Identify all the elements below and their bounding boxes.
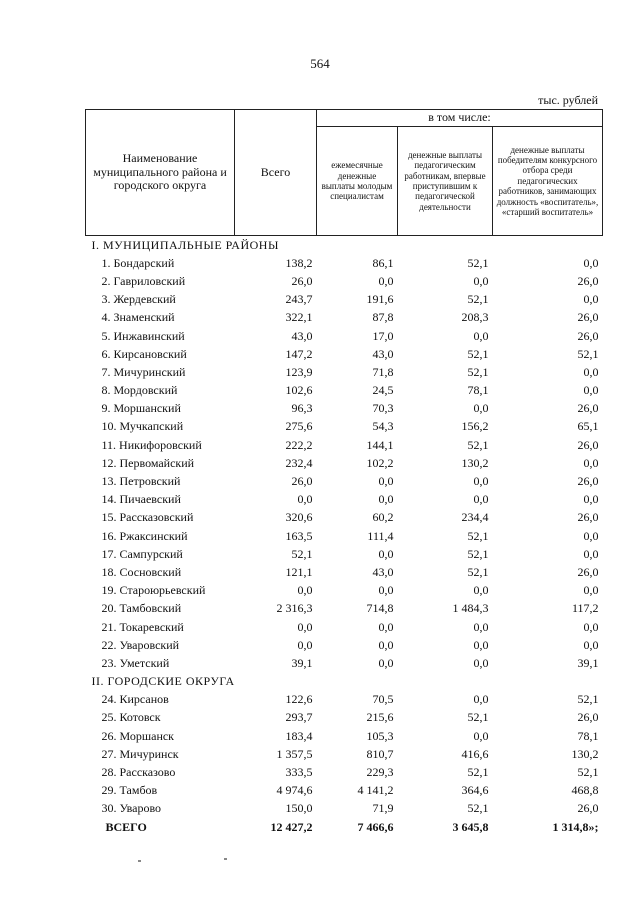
row-new-teacher-cell: 78,1 <box>467 383 489 398</box>
row-new-teacher-cell: 416,6 <box>461 746 489 761</box>
row-name-cell: 16. Ржаксинский <box>101 528 188 543</box>
table-row <box>86 254 603 272</box>
row-monthly-cell: 71,8 <box>372 364 394 379</box>
table-row <box>86 800 603 818</box>
row-monthly-cell: 0,0 <box>378 583 394 598</box>
row-total-cell: 0,0 <box>297 583 313 598</box>
row-name-cell: 19. Староюрьевский <box>101 583 206 598</box>
row-monthly-cell: 4 141,2 <box>357 783 394 798</box>
header-monthly-payments: ежемесячные денежные выплаты молодым специалистам <box>317 127 398 236</box>
row-total-cell: 0,0 <box>297 637 313 652</box>
row-new-teacher-cell: 0,0 <box>473 637 489 652</box>
row-new-teacher-cell: 0,0 <box>473 692 489 707</box>
table-row <box>86 618 603 636</box>
row-total-cell: 26,0 <box>291 273 313 288</box>
table-row <box>86 400 603 418</box>
table-row <box>86 709 603 727</box>
row-new-teacher-cell: 130,2 <box>461 455 489 470</box>
header-including: в том числе: <box>317 110 603 127</box>
row-monthly-cell: 70,5 <box>372 692 394 707</box>
row-name-cell: 7. Мичуринский <box>101 364 186 379</box>
row-new-teacher-cell: 0,0 <box>473 728 489 743</box>
row-contest-cell: 26,0 <box>577 710 599 725</box>
row-monthly-cell: 43,0 <box>372 564 394 579</box>
row-monthly-cell: 0,0 <box>378 637 394 652</box>
row-total-cell: 4 974,6 <box>276 783 313 798</box>
row-monthly-cell: 810,7 <box>366 746 394 761</box>
row-contest-cell: 0,0 <box>583 637 599 652</box>
row-new-teacher-cell: 52,1 <box>467 528 489 543</box>
row-name-cell: 6. Кирсановский <box>101 346 187 361</box>
row-name-cell: 11. Никифоровский <box>101 437 202 452</box>
row-monthly-cell: 24,5 <box>372 383 394 398</box>
table-row <box>86 636 603 654</box>
row-monthly-cell: 0,0 <box>378 474 394 489</box>
row-total-cell: 138,2 <box>285 255 313 270</box>
row-name-cell: 17. Сампурский <box>101 546 183 561</box>
row-new-teacher-cell: 0,0 <box>473 328 489 343</box>
row-new-teacher-cell: 52,1 <box>467 292 489 307</box>
row-monthly-cell: 7 466,6 <box>357 819 394 834</box>
row-contest-cell: 26,0 <box>577 510 599 525</box>
row-contest-cell: 130,2 <box>571 746 599 761</box>
row-contest-cell: 0,0 <box>583 583 599 598</box>
row-contest-cell: 65,1 <box>577 419 599 434</box>
row-monthly-cell: 229,3 <box>366 765 394 780</box>
row-total-cell: 183,4 <box>285 728 313 743</box>
row-name-cell: 2. Гавриловский <box>101 273 186 288</box>
row-name-cell: 3. Жердевский <box>101 292 176 307</box>
scan-speck <box>138 860 141 862</box>
table-row <box>86 545 603 563</box>
table-row <box>86 363 603 381</box>
row-monthly-cell: 60,2 <box>372 510 394 525</box>
row-new-teacher-cell: 52,1 <box>467 710 489 725</box>
table-row <box>86 454 603 472</box>
table-row <box>86 418 603 436</box>
row-total-cell: 121,1 <box>285 564 313 579</box>
row-total-cell: 243,7 <box>285 292 313 307</box>
row-new-teacher-cell: 52,1 <box>467 546 489 561</box>
row-total-cell: 147,2 <box>285 346 313 361</box>
row-contest-cell: 0,0 <box>583 619 599 634</box>
row-name-cell: 18. Сосновский <box>101 564 182 579</box>
row-total-cell: 102,6 <box>285 383 313 398</box>
row-new-teacher-cell: 3 645,8 <box>452 819 489 834</box>
table-row <box>86 527 603 545</box>
row-name-cell: 13. Петровский <box>101 474 181 489</box>
row-monthly-cell: 0,0 <box>378 546 394 561</box>
row-new-teacher-cell: 156,2 <box>461 419 489 434</box>
row-total-cell: 333,5 <box>285 765 313 780</box>
row-contest-cell: 117,2 <box>571 601 599 616</box>
row-new-teacher-cell: 52,1 <box>467 346 489 361</box>
payments-table <box>85 109 603 836</box>
header-contest-winner-payments: денежные выплаты победителям конкурсного отбора среди педагогических работников, занимающих должность «воспитатель», «старший воспитатель» <box>493 127 603 236</box>
row-total-cell: 96,3 <box>291 401 313 416</box>
row-total-cell: 320,6 <box>285 510 313 525</box>
row-new-teacher-cell: 0,0 <box>473 655 489 670</box>
row-contest-cell: 52,1 <box>577 765 599 780</box>
row-name-cell: 29. Тамбов <box>101 783 158 798</box>
row-total-cell: 43,0 <box>291 328 313 343</box>
row-name-cell: 4. Знаменский <box>101 310 175 325</box>
row-total-cell: 163,5 <box>285 528 313 543</box>
table-row <box>86 491 603 509</box>
row-total-cell: 0,0 <box>297 492 313 507</box>
row-monthly-cell: 17,0 <box>372 328 394 343</box>
row-contest-cell: 39,1 <box>577 655 599 670</box>
table-row <box>86 345 603 363</box>
row-contest-cell: 0,0 <box>583 292 599 307</box>
row-contest-cell: 0,0 <box>583 255 599 270</box>
row-monthly-cell: 105,3 <box>366 728 394 743</box>
row-new-teacher-cell: 52,1 <box>467 564 489 579</box>
header-new-teacher-payments: денежные выплаты педагогическим работникам, впервые приступившим к педагогической деятельности <box>398 127 493 236</box>
table-row <box>86 272 603 290</box>
row-monthly-cell: 0,0 <box>378 492 394 507</box>
row-new-teacher-cell: 364,6 <box>461 783 489 798</box>
table-row <box>86 291 603 309</box>
row-total-cell: 293,7 <box>285 710 313 725</box>
row-new-teacher-cell: 0,0 <box>473 474 489 489</box>
row-name-cell: 5. Инжавинский <box>101 328 185 343</box>
row-new-teacher-cell: 234,4 <box>461 510 489 525</box>
page-number: 564 <box>310 56 330 71</box>
row-name-cell: 9. Моршанский <box>101 401 181 416</box>
table-row <box>86 745 603 763</box>
row-contest-cell: 78,1 <box>577 728 599 743</box>
row-contest-cell: 0,0 <box>583 455 599 470</box>
row-contest-cell: 0,0 <box>583 383 599 398</box>
row-contest-cell: 0,0 <box>583 364 599 379</box>
row-monthly-cell: 70,3 <box>372 401 394 416</box>
units-label: тыс. рублей <box>538 93 598 107</box>
row-new-teacher-cell: 52,1 <box>467 765 489 780</box>
row-new-teacher-cell: 52,1 <box>467 255 489 270</box>
row-new-teacher-cell: 0,0 <box>473 583 489 598</box>
row-contest-cell: 26,0 <box>577 328 599 343</box>
row-name-cell: 23. Уметский <box>101 655 170 670</box>
row-new-teacher-cell: 0,0 <box>473 273 489 288</box>
table-row <box>86 763 603 781</box>
header-total: Всего <box>235 110 317 236</box>
row-new-teacher-cell: 52,1 <box>467 364 489 379</box>
row-contest-cell: 26,0 <box>577 801 599 816</box>
row-name-cell: 25. Котовск <box>101 710 161 725</box>
row-name-cell: ВСЕГО <box>105 819 147 834</box>
row-name-cell: 10. Мучкапский <box>101 419 184 434</box>
row-contest-cell: 26,0 <box>577 474 599 489</box>
row-name-cell: 1. Бондарский <box>101 255 175 270</box>
row-total-cell: 232,4 <box>285 455 313 470</box>
row-name-cell: 20. Тамбовский <box>101 601 182 616</box>
row-monthly-cell: 111,4 <box>367 528 394 543</box>
row-total-cell: 1 357,5 <box>276 746 313 761</box>
section-heading: І. МУНИЦИПАЛЬНЫЕ РАЙОНЫ <box>91 237 279 252</box>
row-name-cell: 12. Первомайский <box>101 455 195 470</box>
table-header <box>86 110 603 236</box>
row-contest-cell: 52,1 <box>577 692 599 707</box>
row-name-cell: 27. Мичуринск <box>101 746 179 761</box>
row-monthly-cell: 714,8 <box>366 601 394 616</box>
row-name-cell: 26. Моршанск <box>101 728 175 743</box>
table-row <box>86 727 603 745</box>
row-contest-cell: 26,0 <box>577 401 599 416</box>
row-name-cell: 21. Токаревский <box>101 619 184 634</box>
row-total-cell: 2 316,3 <box>276 601 313 616</box>
row-name-cell: 30. Уварово <box>101 801 162 816</box>
row-total-cell: 26,0 <box>291 474 313 489</box>
row-new-teacher-cell: 208,3 <box>461 310 489 325</box>
row-contest-cell: 0,0 <box>583 546 599 561</box>
table-row <box>86 654 603 672</box>
table-body <box>86 236 603 837</box>
table-row <box>86 509 603 527</box>
row-name-cell: 8. Мордовский <box>101 383 178 398</box>
row-total-cell: 52,1 <box>291 546 313 561</box>
row-monthly-cell: 191,6 <box>366 292 394 307</box>
row-contest-cell: 0,0 <box>583 528 599 543</box>
row-name-cell: 24. Кирсанов <box>101 692 169 707</box>
scan-speck <box>224 858 227 860</box>
row-monthly-cell: 102,2 <box>366 455 394 470</box>
section-heading: II. ГОРОДСКИЕ ОКРУГА <box>91 674 235 689</box>
row-new-teacher-cell: 0,0 <box>473 619 489 634</box>
row-total-cell: 12 427,2 <box>270 819 313 834</box>
row-contest-cell: 26,0 <box>577 437 599 452</box>
row-name-cell: 14. Пичаевский <box>101 492 181 507</box>
row-new-teacher-cell: 52,1 <box>467 437 489 452</box>
row-new-teacher-cell: 1 484,3 <box>452 601 489 616</box>
table-row <box>86 782 603 800</box>
row-contest-cell: 26,0 <box>577 310 599 325</box>
table-row <box>86 691 603 709</box>
row-total-cell: 123,9 <box>285 364 313 379</box>
row-contest-cell: 26,0 <box>577 564 599 579</box>
row-total-cell: 39,1 <box>291 655 313 670</box>
row-total-cell: 150,0 <box>285 801 313 816</box>
total-row <box>86 818 603 836</box>
row-contest-cell: 1 314,8»; <box>552 819 599 834</box>
table-row <box>86 382 603 400</box>
row-monthly-cell: 0,0 <box>378 655 394 670</box>
row-monthly-cell: 43,0 <box>372 346 394 361</box>
table-row <box>86 600 603 618</box>
row-name-cell: 28. Рассказово <box>101 765 176 780</box>
row-new-teacher-cell: 0,0 <box>473 401 489 416</box>
row-name-cell: 15. Рассказовский <box>101 510 194 525</box>
row-monthly-cell: 144,1 <box>366 437 394 452</box>
row-total-cell: 122,6 <box>285 692 313 707</box>
table-row <box>86 309 603 327</box>
table-row <box>86 582 603 600</box>
row-contest-cell: 468,8 <box>571 783 599 798</box>
row-new-teacher-cell: 0,0 <box>473 492 489 507</box>
row-contest-cell: 26,0 <box>577 273 599 288</box>
row-total-cell: 222,2 <box>285 437 313 452</box>
row-contest-cell: 52,1 <box>577 346 599 361</box>
row-monthly-cell: 0,0 <box>378 273 394 288</box>
table-row <box>86 472 603 490</box>
row-monthly-cell: 87,8 <box>372 310 394 325</box>
table-row <box>86 563 603 581</box>
row-monthly-cell: 71,9 <box>372 801 394 816</box>
row-total-cell: 0,0 <box>297 619 313 634</box>
table-row <box>86 327 603 345</box>
row-new-teacher-cell: 52,1 <box>467 801 489 816</box>
row-contest-cell: 0,0 <box>583 492 599 507</box>
row-name-cell: 22. Уваровский <box>101 637 180 652</box>
row-monthly-cell: 54,3 <box>372 419 394 434</box>
section-heading-row <box>86 673 603 691</box>
row-total-cell: 322,1 <box>285 310 313 325</box>
row-total-cell: 275,6 <box>285 419 313 434</box>
section-heading-row <box>86 236 603 255</box>
row-monthly-cell: 0,0 <box>378 619 394 634</box>
header-name: Наименование муниципального района и городского округа <box>86 110 235 236</box>
table-row <box>86 436 603 454</box>
row-monthly-cell: 86,1 <box>372 255 394 270</box>
row-monthly-cell: 215,6 <box>366 710 394 725</box>
